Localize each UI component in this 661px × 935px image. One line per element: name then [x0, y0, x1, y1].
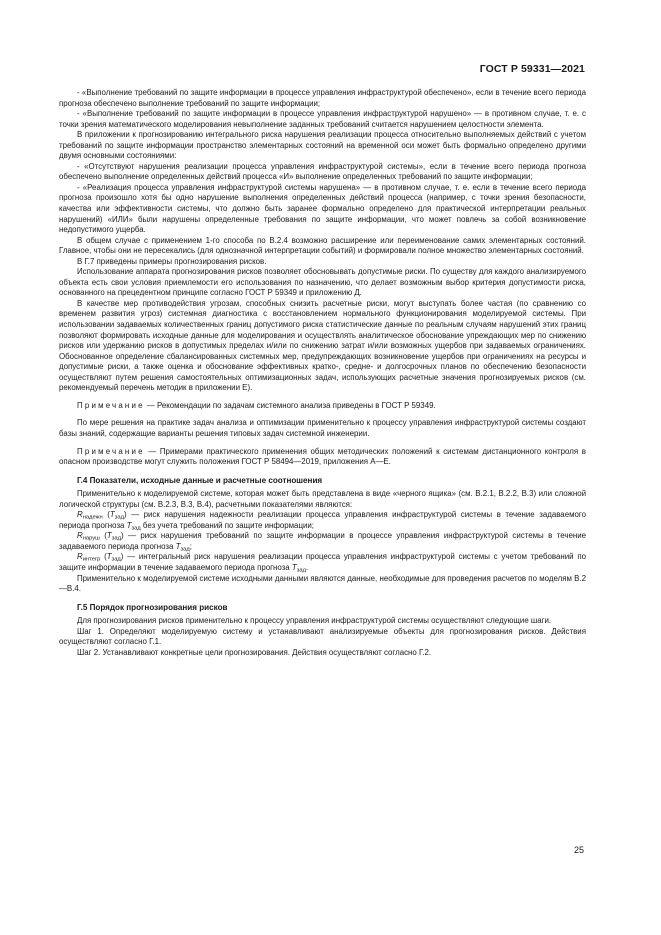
paragraph: По мере решения на практике задач анализа и оптимизации применительно к процессу управления инфраструктурой системы создают базы знаний, содержащие варианты решения типовых задач системной инженерии. [59, 418, 586, 438]
risk-symbol: R [77, 510, 83, 520]
period-subscript: зад [296, 567, 306, 574]
note-label: Примечание [77, 400, 145, 410]
period-symbol: T [126, 520, 132, 530]
paragraph: Для прогнозирования рисков применительно к процессу управления инфраструктурой системы осуществляют следующие шаги. [77, 616, 552, 626]
risk-subscript: наруш [82, 535, 100, 542]
risk-subscript: надежн [82, 514, 103, 521]
indicator-text: без учета требований по защите информации; [140, 520, 314, 530]
page-body [59, 88, 586, 658]
period-subscript: зад [114, 514, 125, 521]
paragraph: - «Реализация процесса управления инфраструктурой системы нарушена» — в противном случае, т. е. если в течение всего периода прогноза произошло хотя бы одно нарушение выполнения определенных действий процесса (например, с точки зрения безопасности, качества или эффективности системы, что должно быть заранее формально определено для практической интерпретации реальных нарушений) «ИЛИ» были нарушены определенные требования по защите информации, что может повлечь за собой возникновение недопустимого ущерба. [59, 182, 586, 235]
note-text: — Рекомендации по задачам системного анализа приведены в ГОСТ Р 59349. [144, 400, 436, 410]
indicator-text: . [305, 562, 309, 572]
paragraph: - «Выполнение требований по защите информации в процессе управления инфраструктурой обеспечено», если в течение всего периода прогноза обеспечено выполнение требований по защите информации; [59, 88, 586, 108]
period-symbol: T [175, 541, 181, 551]
indicator-text: ; [189, 541, 192, 551]
page-number: 25 [573, 845, 584, 855]
section-heading: Г.4 Показатели, исходные данные и расчетные соотношения [77, 475, 323, 485]
paragraph: - «Отсутствуют нарушения реализации процесса управления инфраструктурой системы», если в течение всего периода прогноза обеспечено выполнение определенных действий процесса «И» выполнение определенных требований по защите информации; [59, 161, 586, 182]
paragraph: - «Выполнение требований по защите информации в процессе управления инфраструктурой нарушено» — в противном случае, т. е. с точки зрения математического моделирования невыполнение заданных требований считается нарушением целостности элемента. [59, 109, 586, 129]
risk-subscript: интегр [82, 556, 101, 563]
period-subscript: зад [131, 525, 141, 532]
indicator-text: — риск нарушения надежности реализации процесса управления инфраструктурой системы в течение задаваемого периода прогноза [59, 510, 586, 530]
note [59, 401, 586, 412]
period-symbol: T [291, 562, 297, 572]
indicator-text: — интегральный риск нарушения реализации процесса управления инфраструктурой системы с учетом требований по защите информации в течение задаваемого периода прогноза [59, 552, 586, 572]
period-subscript: зад [180, 546, 190, 553]
period-symbol: T [106, 531, 112, 541]
paragraph: В приложении к прогнозированию интегрального риска нарушения реализации процесса относительно выполняемых действий с учетом требований по защите информации пространство элементарных состояний на временной оси может быть формально определено другими двумя основными состояниями: [59, 130, 586, 161]
risk-symbol: R [77, 531, 83, 541]
note-label: Примечание [77, 446, 145, 456]
paragraph: Шаг 2. Устанавливают конкретные цели прогнозирования. Действия осуществляют согласно Г.2. [77, 647, 432, 657]
paragraph: В Г.7 приведены примеры прогнозирования рисков. [77, 256, 267, 266]
indicator-item: $R_{интегр}$ $(T_{зад})$ — интегральный риск нарушения реализации процесса управления инфраструктурой системы с учетом требований по защите информации в течение задаваемого периода прогноза $T_{зад}$. [59, 552, 586, 574]
note [59, 447, 586, 468]
section-heading: Г.5 Порядок прогнозирования рисков [77, 602, 228, 612]
indicator-item: $R_{наруш}$ $(T_{зад})$ — риск нарушения требований по защите информации в процессе управления инфраструктурой системы в течение задаваемого периода прогноза $T_{зад}$; [59, 531, 586, 553]
paragraph: Шаг 1. Определяют моделируемую систему и устанавливают анализируемые объекты для прогнозирования рисков. Действия осуществляют согласно Г.1. [59, 626, 586, 647]
indicator-text: — риск нарушения требований по защите информации в процессе управления инфраструктурой системы в течение задаваемого периода прогноза [59, 531, 586, 551]
paragraph: В общем случае с применением 1-го способа по В.2.4 возможно расширение или переименование самих элементарных состояний. Главное, чтобы они не пересекались (для однозначной интерпретации событий) и формировали полное множество элементарных состояний. [59, 235, 586, 256]
period-subscript: зад [111, 535, 121, 542]
period-subscript: зад [111, 556, 121, 563]
paragraph: Использование аппарата прогнозирования рисков позволяет обосновывать допустимые риски. По существу для каждого анализируемого объекта есть свои условия приемлемости его использования по назначению, что делает возможным выбор критерия допустимости риска, основанного на прецедентном принципе согласно ГОСТ Р 59349 и приложению Д. [59, 267, 586, 298]
note-text: — Примерами практического применения общих методических положений к системам дистанционного контроля в опасном производстве могут служить положения ГОСТ Р 58494—2019, приложения А—Е. [59, 446, 586, 467]
period-symbol: T [109, 510, 115, 520]
risk-symbol: R [77, 552, 83, 562]
period-symbol: T [106, 552, 112, 562]
paragraph: Применительно к моделируемой системе исходными данными являются данные, необходимые для проведения расчетов по моделям В.2—В.4. [59, 573, 586, 594]
paragraph: В качестве мер противодействия угрозам, способных снизить расчетные риски, могут выступать более частая (по сравнению со временем развития угроз) системная диагностика с восстановлением нормального функционирования моделируемой системы. При использовании задаваемых количественных границ допустимого риска статистические данные по реальным случаям нарушений этих границ позволяют формировать исходные данные для моделирования и осуществлять аналитическое обоснование упреждающих мер по снижению рисков или удержанию рисков в допустимых пределах и/или по снижению затрат и/или возможных ущербов при задаваемых ограничениях. Обоснованное определение сбалансированных системных мер, предупреждающих возникновение ущербов при ограничениях на ресурсы и допустимые риски, а также оценка и обоснование эффективных кратко-, средне- и долгосрочных планов по обеспечению безопасности осуществляют путем решения самостоятельных оптимизационных задач, использующих расчетные значения прогнозируемых рисков (см. рекомендуемый перечень методик в приложении Е). [59, 298, 586, 393]
paragraph: Применительно к моделируемой системе, которая может быть представлена в виде «черного ящика» (см. В.2.1, В.2.2, В.3) или сложной логической структуры (см. В.2.3, В.3, В.4), расчетными показателями являются: [59, 489, 586, 509]
indicator-item: $R_{надежн}$ $(T_{зад})$ — риск нарушения надежности реализации процесса управления инфраструктурой системы в течение задаваемого периода прогноза $T_{зад}$ без учета требований по защите информации; [59, 510, 586, 532]
document-header: ГОСТ Р 59331—2021 [479, 63, 585, 75]
